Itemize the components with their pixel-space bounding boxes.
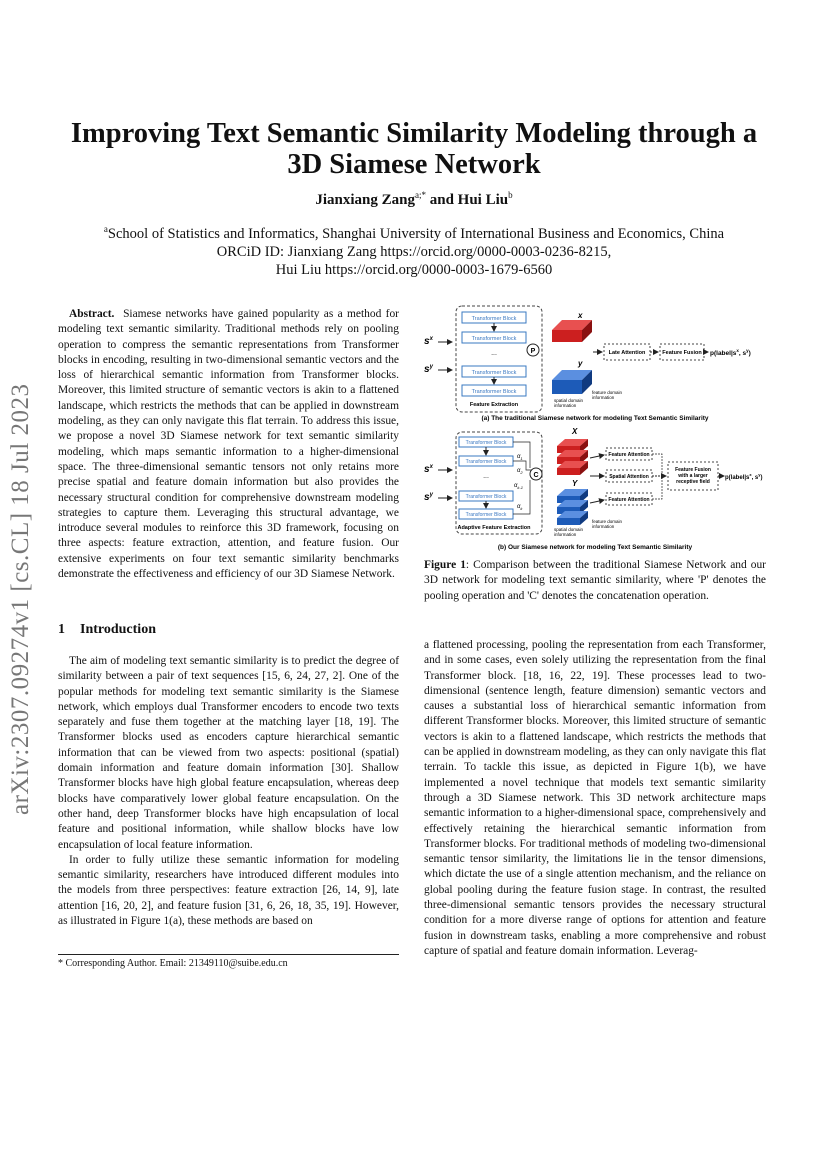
- weight-alpha1: $\alpha_1$: [517, 454, 523, 461]
- svg-text:Feature Fusion: Feature Fusion: [662, 350, 702, 356]
- orcid-line: ORCiD ID: Jianxiang Zang https://orcid.org/0000-0003-0236-8215,: [216, 243, 612, 260]
- author-affiliation-mark: b: [508, 190, 513, 200]
- paper-title: [40, 118, 788, 180]
- svg-text:Transformer Block: Transformer Block: [471, 336, 517, 342]
- weight-alphak1: $\alpha_{k-1}$: [514, 483, 523, 490]
- section-title: Introduction: [80, 622, 156, 637]
- svg-text:Transformer Block: Transformer Block: [465, 494, 507, 500]
- tensor-y: [552, 370, 592, 394]
- intro-paragraph: The aim of modeling text semantic similarity is to predict the degree of similarity between a pair of text sequences [15, 6, 24, 27, 2]. One of the popular methods for modeling text semantic similarity is the Siamese network, which employs dual Transformer encoders to encode two texts separately and fuse them together at the matching layer [18, 19]. The Transformer blocks used as encoders capture hierarchical semantic information that can be viewed from two aspects: positional (spatial) domain information and feature domain information [30]. Shallow Transformer blocks have high global feature encapsulation, whereas deep blocks have comparatively lower global feature encapsulation. On the other hand, deep Transformer blocks have high encapsulation of local feature and positional information, while shallow blocks have low encapsulation of local feature information.: [58, 655, 399, 851]
- weight-alpha2: $\alpha_2$: [517, 468, 523, 475]
- output-probability: $p(label|s^x$, $s^y$): [725, 472, 763, 481]
- adaptive-extraction-label: Adaptive Feature Extraction: [457, 525, 531, 531]
- transformer-block: [462, 332, 526, 343]
- affiliation-line: School of Statistics and Informatics, Shanghai University of International Business and Economics, China: [107, 225, 725, 242]
- svg-text:Transformer Block: Transformer Block: [471, 316, 517, 322]
- tensor-Y: [557, 489, 588, 525]
- svg-text:Spatial Attention: Spatial Attention: [609, 474, 649, 480]
- svg-text:Feature Fusion: Feature Fusion: [675, 467, 711, 473]
- intro-left-column: [58, 654, 399, 929]
- svg-text:Transformer Block: Transformer Block: [465, 440, 507, 446]
- arxiv-identifier: arXiv:2307.09274v1 [cs.CL] 18 Jul 2023: [7, 383, 34, 815]
- svg-text:C: C: [533, 472, 539, 479]
- transformer-block: [462, 385, 526, 396]
- affiliation-mark: a: [103, 224, 108, 234]
- abstract-label: Abstract.: [69, 308, 115, 320]
- author-affiliation-mark: a;*: [414, 190, 426, 200]
- svg-text:P: P: [530, 348, 536, 355]
- author-list: [40, 190, 788, 209]
- tensor-X: [557, 439, 588, 475]
- transformer-block: [462, 366, 526, 377]
- svg-text:information: information: [592, 395, 615, 400]
- svg-text:Late Attention: Late Attention: [608, 350, 646, 356]
- input-sy: $s^y$: [424, 364, 433, 375]
- abstract-text: Siamese networks have gained popularity as a method for modeling text semantic similarity. Traditional methods rely on pooling operation to compress the semantic representations from Transformer blocks in encoding, resulting in two-dimensional semantic vectors and the loss of hierarchical semantic information from Transformer blocks. Moreover, this limited structure of semantic vectors is akin to a flattened landscape, which restricts the methods that can be applied in downstream modeling, as they can only navigate this flat terrain. To address this issue, we propose a novel 3D Siamese network for text semantic similarity modeling, which maps semantic information to a higher-dimensional space. The three-dimensional semantic tensors not only retains more precise spatial and feature domain information but also provides the necessary structural condition for comprehensive downstream modeling strategies to capture them. Leveraging this structural advantage, we introduce several modules to reinforce this 3D framework, focusing on three aspects: feature extraction, attention, and feature fusion. Our extensive experiments on four text semantic similarity benchmarks demonstrate the effectiveness and efficiency of our 3D Siamese Network.: [58, 308, 399, 581]
- subfigure-b-caption: (b) Our Siamese network for modeling Text Semantic Similarity: [497, 544, 693, 551]
- author-name: Hui Liu: [457, 192, 509, 208]
- svg-text:with a larger: with a larger: [678, 473, 708, 479]
- figure-diagram: [422, 300, 768, 555]
- svg-text:receptive field: receptive field: [676, 479, 710, 485]
- output-probability: $p(label|s^x$, $s^y$): [710, 348, 751, 357]
- title-line-2: 3D Siamese Network: [287, 149, 541, 180]
- section-number: 1: [58, 622, 65, 637]
- feature-domain-note: feature domain: [592, 390, 623, 395]
- subfigure-a-caption: (a) The traditional Siamese network for modeling Text Semantic Similarity: [481, 415, 709, 422]
- svg-text:Transformer Block: Transformer Block: [465, 459, 507, 465]
- intro-paragraph: a flattened processing, pooling the representation from each Transformer, and in some cases, even solely utilizing the representation from the final Transformer block. [18, 16, 22, 19]. These processes lead to two-dimensional (sentence length, feature dimension) semantic vectors and causes a substantial loss of hierarchical semantic information from different Transformer blocks. Moreover, this limited structure of semantic vectors is akin to a flattened landscape, which restricts the methods that can be applied in downstream modeling, as they can only navigate this flat terrain. To tackle this issue, as depicted in Figure 1(b), we have implemented a novel technique that models text semantic similarity through a 3D Siamese network. This 3D network architecture maps semantic information to a higher-dimensional space, comprehensively and effectively retaining the hierarchical semantic information from Transformer blocks. For traditional methods of modeling two-dimensional semantic tensor similarity, the limitations lie in the tensor dimensions, which dictate the use of a single attention mechanism, and the reliance on global pooling during the feature fusion stage. In contrast, the resulted three-dimensional semantic tensors provides the necessary structural condition for a more diverse range of options for attention and feature fusion in downstream tasks, enabling a more comprehensive and robust capture of spatial and feature domain information. Leverag-: [424, 639, 766, 957]
- svg-text:spatial domain: spatial domain: [554, 527, 584, 532]
- tensor-x-label: x: [578, 311, 583, 320]
- affiliations: [40, 220, 788, 279]
- weight-alphak: $\alpha_k$: [517, 504, 523, 511]
- abstract: [58, 307, 399, 582]
- figure-caption: [424, 558, 766, 604]
- transformer-block: [462, 312, 526, 323]
- feature-extraction-label: Feature Extraction: [469, 402, 519, 408]
- input-sy: $s^y$: [424, 492, 433, 503]
- orcid-line: Hui Liu https://orcid.org/0000-0003-1679-6560: [275, 261, 553, 278]
- tensor-Y-label: Y: [572, 479, 578, 488]
- transformer-block: [459, 491, 513, 501]
- title-line-1: Improving Text Semantic Similarity Modeling through a: [70, 118, 758, 149]
- figure-1: [422, 300, 768, 555]
- footnote-rule: [58, 954, 399, 955]
- input-sx: $s^x$: [424, 464, 433, 475]
- svg-text:information: information: [592, 524, 615, 529]
- svg-text:Transformer Block: Transformer Block: [471, 370, 517, 376]
- transformer-block: [459, 456, 513, 466]
- author-separator: and: [425, 192, 458, 208]
- svg-text:feature domain: feature domain: [592, 519, 623, 524]
- figure-caption-label: Figure 1: [424, 559, 466, 571]
- intro-right-column: [424, 638, 766, 959]
- svg-text:...: ...: [483, 473, 489, 480]
- spatial-domain-note: spatial domain: [554, 398, 584, 403]
- section-heading: [58, 622, 156, 638]
- transformer-block: [459, 509, 513, 519]
- tensor-y-label: y: [578, 359, 583, 368]
- footnote: * Corresponding Author. Email: 21349110@suibe.edu.cn: [58, 958, 288, 969]
- transformer-block: [459, 437, 513, 447]
- author-name: Jianxiang Zang: [315, 192, 415, 208]
- svg-text:Transformer Block: Transformer Block: [465, 512, 507, 518]
- figure-caption-text: : Comparison between the traditional Siamese Network and our 3D network for modeling text semantic similarity, where 'P' denotes the pooling operation and 'C' denotes the concatenation operation.: [424, 559, 766, 602]
- intro-paragraph: In order to fully utilize these semantic information for modeling semantic similarity, researchers have introduced different modules into the models from three perspectives: feature extraction [26, 14, 9], late attention [16, 20, 2], and feature fusion [31, 6, 26, 18, 35, 19]. However, as illustrated in Figure 1(a), these methods are based on: [58, 853, 399, 928]
- svg-text:Feature Attention: Feature Attention: [608, 452, 650, 458]
- svg-text:Feature Attention: Feature Attention: [608, 497, 650, 503]
- input-sx: $s^x$: [424, 336, 433, 347]
- svg-text:Transformer Block: Transformer Block: [471, 389, 517, 395]
- svg-text:information: information: [554, 532, 577, 537]
- tensor-X-label: X: [572, 427, 578, 436]
- tensor-x: [552, 320, 592, 342]
- ellipsis: ...: [491, 350, 497, 357]
- svg-text:information: information: [554, 403, 577, 408]
